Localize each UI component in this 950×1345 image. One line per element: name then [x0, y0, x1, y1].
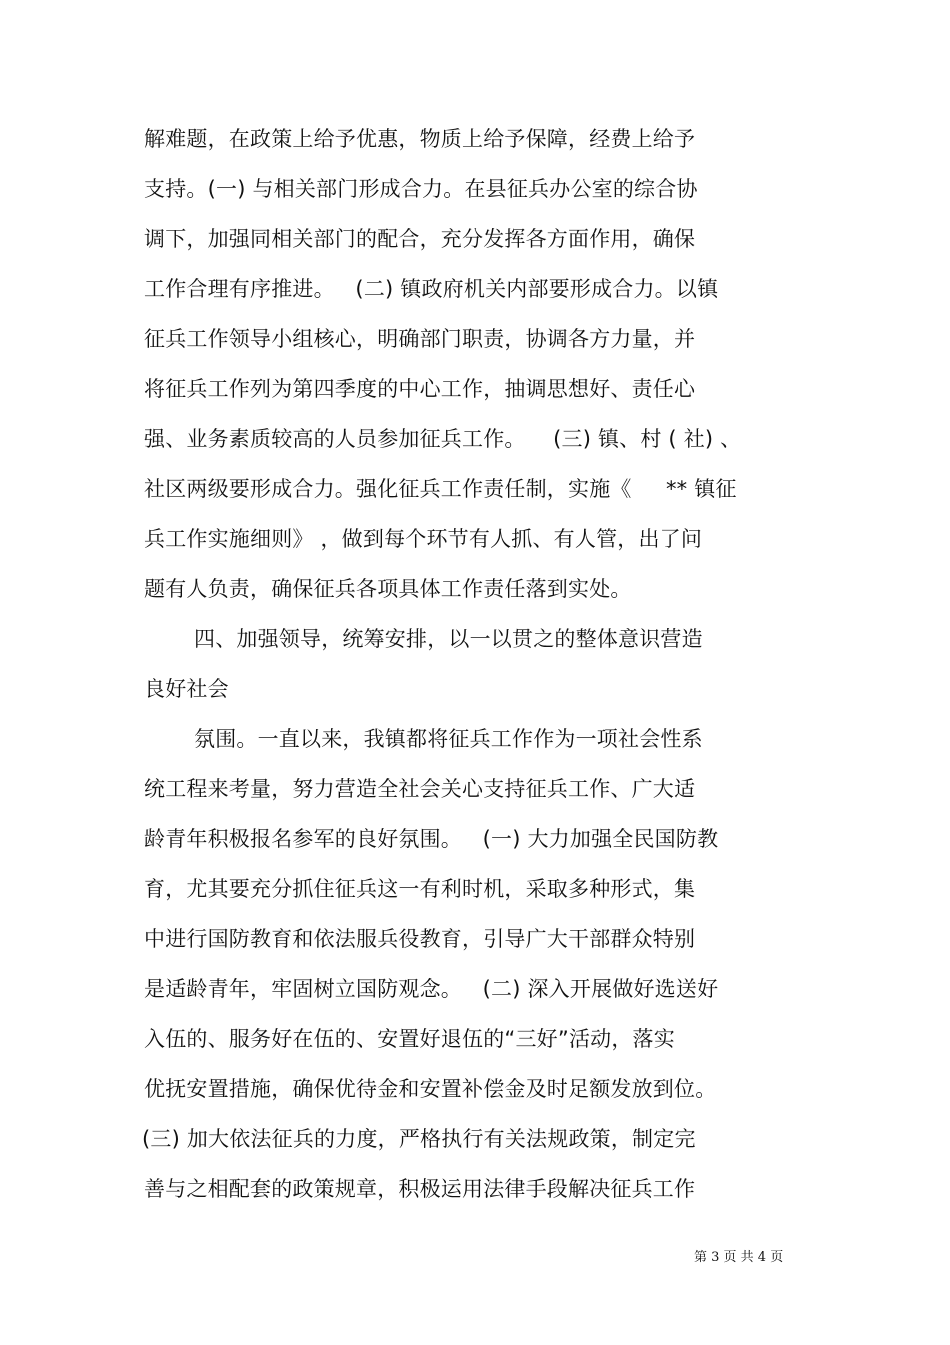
text-line-2: 支持。(一) 与相关部门形成合力。在县征兵办公室的综合协: [144, 177, 698, 201]
text-line-20: 优抚安置措施，确保优待金和安置补偿金及时足额发放到位。: [144, 1077, 717, 1101]
text-line-13: 氛围。一直以来，我镇都将征兵工作作为一项社会性系: [194, 727, 703, 751]
page-number-footer: 第 3 页 共 4 页: [694, 1250, 784, 1265]
text-line-1: 解难题，在政策上给予优惠，物质上给予保障，经费上给予: [144, 127, 696, 151]
text-line-19: 入伍的、服务好在伍的、安置好退伍的“三好”活动，落实: [144, 1027, 675, 1051]
text-line-21: (三) 加大依法征兵的力度，严格执行有关法规政策，制定完: [142, 1127, 696, 1151]
text-line-18: 是适龄青年，牢固树立国防观念。 (二) 深入开展做好选送好: [144, 977, 719, 1001]
text-line-22: 善与之相配套的政策规章，积极运用法律手段解决征兵工作: [144, 1177, 696, 1201]
text-line-7: 强、业务素质较高的人员参加征兵工作。 (三) 镇、村 ( 社) 、: [144, 427, 742, 451]
text-line-4: 工作合理有序推进。 (二) 镇政府机关内部要形成合力。以镇: [144, 277, 719, 301]
section-heading-line-2: 良好社会: [144, 677, 229, 701]
text-line-10: 题有人负责，确保征兵各项具体工作责任落到实处。: [144, 577, 632, 601]
text-line-6: 将征兵工作列为第四季度的中心工作，抽调思想好、责任心: [144, 377, 696, 401]
text-line-9: 兵工作实施细则》 ，做到每个环节有人抓、有人管，出了问: [144, 527, 703, 551]
text-line-3: 调下，加强同相关部门的配合，充分发挥各方面作用，确保: [144, 227, 696, 251]
body-text: [144, 117, 824, 1217]
text-line-5: 征兵工作领导小组核心，明确部门职责，协调各方力量，并: [144, 327, 696, 351]
text-line-17: 中进行国防教育和依法服兵役教育，引导广大干部群众特别: [144, 927, 696, 951]
text-line-14: 统工程来考量，努力营造全社会关心支持征兵工作、广大适: [144, 777, 696, 801]
text-line-8: 社区两级要形成合力。强化征兵工作责任制，实施《 ** 镇征: [144, 477, 737, 501]
text-line-16: 育，尤其要充分抓住征兵这一有利时机，采取多种形式，集: [144, 877, 696, 901]
section-heading-line-1: 四、加强领导，统筹安排，以一以贯之的整体意识营造: [194, 627, 703, 651]
text-line-15: 龄青年积极报名参军的良好氛围。 (一) 大力加强全民国防教: [144, 827, 719, 851]
